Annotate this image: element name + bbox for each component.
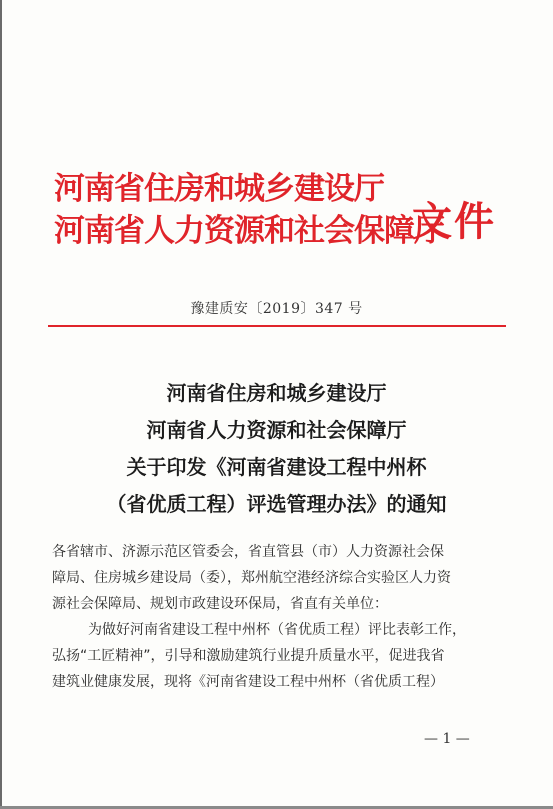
- body-line: 各省辖市、济源示范区管委会，省直管县（市）人力资源社会保: [52, 544, 444, 560]
- body-line: 源社会保障局、规划市政建设环保局，省直有关单位：: [52, 596, 388, 612]
- body-line: 为做好河南省建设工程中州杯（省优质工程）评比表彰工作，: [88, 622, 466, 638]
- notice-title: [0, 375, 553, 523]
- document-mark: 文件: [412, 198, 496, 245]
- notice-body: [52, 539, 510, 695]
- title-line-3: 关于印发《河南省建设工程中州杯: [126, 455, 427, 479]
- body-line: 弘扬“工匠精神”，引导和激励建筑行业提升质量水平，促进我省: [52, 648, 445, 664]
- page-number: — 1 —: [424, 731, 470, 747]
- red-divider-line: [48, 325, 506, 327]
- issuer-hr-dept: 河南省人力资源和社会保障厅: [54, 213, 444, 249]
- document-number: 豫建质安〔2019〕347 号: [190, 301, 363, 317]
- body-line: 建筑业健康发展，现将《河南省建设工程中州杯（省优质工程）: [52, 674, 444, 690]
- title-line-4: （省优质工程）评选管理办法》的通知: [106, 492, 447, 516]
- issuer-housing-dept: 河南省住房和城乡建设厅: [54, 171, 384, 207]
- issuing-authorities: [54, 168, 444, 252]
- body-line: 障局、住房城乡建设局（委），郑州航空港经济综合实验区人力资: [52, 570, 451, 586]
- title-line-1: 河南省住房和城乡建设厅: [166, 381, 387, 405]
- title-line-2: 河南省人力资源和社会保障厅: [146, 418, 407, 442]
